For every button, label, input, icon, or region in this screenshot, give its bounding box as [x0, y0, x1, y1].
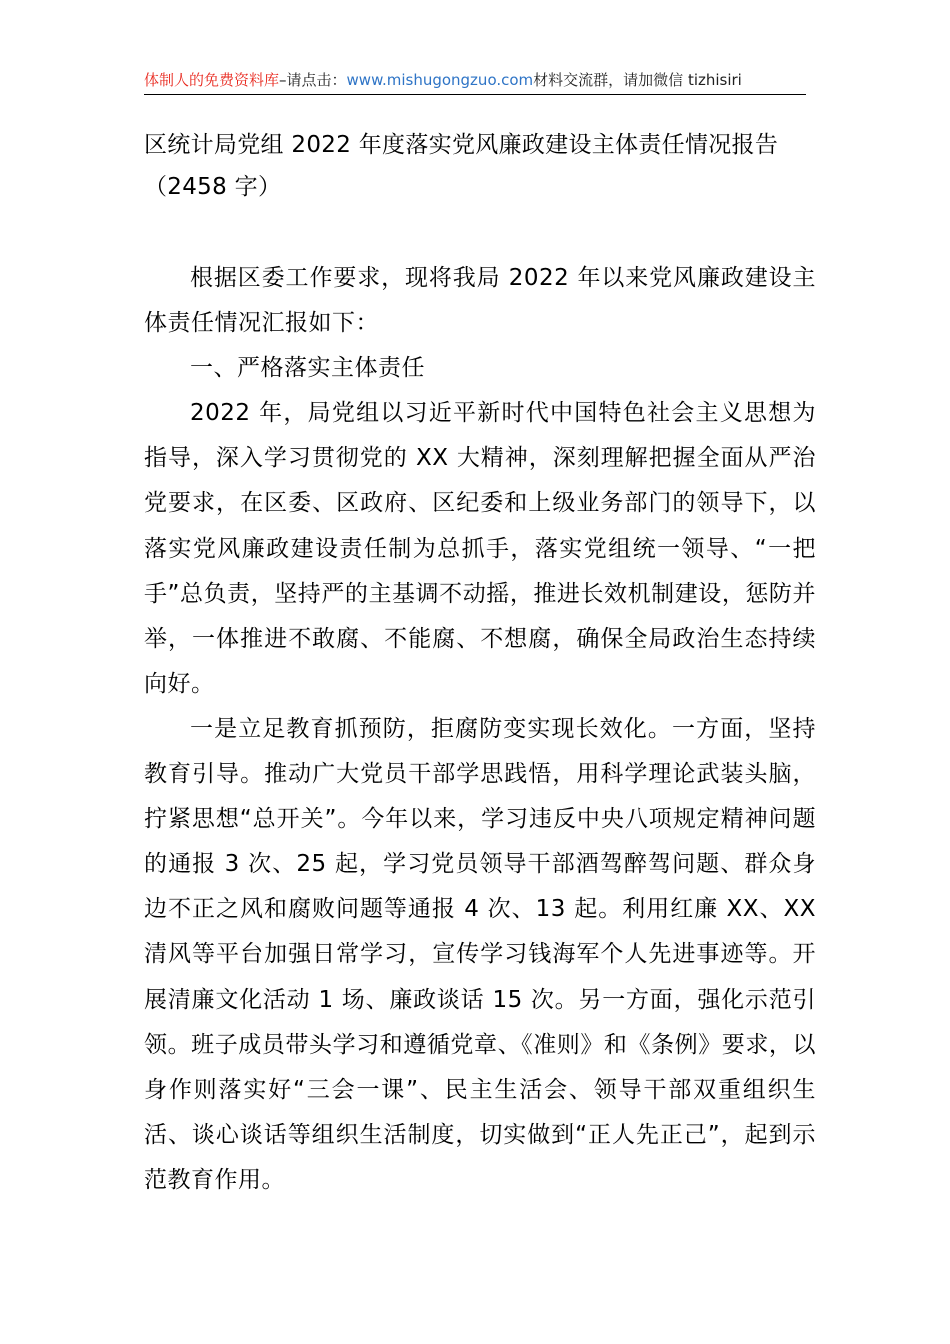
header-note: 材料交流群，请加微信 tizhisiri: [533, 71, 742, 89]
section-heading: 一、严格落实主体责任: [190, 355, 425, 382]
title-line-1: 区统计局党组 2022 年度落实党风廉政建设主体责任情况报告: [144, 132, 779, 158]
body-paragraph-1: 2022 年，局党组以习近平新时代中国特色社会主义思想为指导，深入学习贯彻党的 XX 大精神，深刻理解把握全面从严治党要求，在区委、区政府、区纪委和上级业务部门的领导下，以落实党风廉政建设责任制为总抓手，落实党组统一领导、“一把手”总负责，坚持严的主基调不动摇，推进长效机制建设，惩防并举，一体推进不敢腐、不能腐、不想腐，确保全局政治生态持续向好。: [144, 400, 816, 697]
intro-paragraph: 根据区委工作要求，现将我局 2022 年以来党风廉政建设主体责任情况汇报如下：: [144, 265, 816, 337]
body-paragraph-2: 一是立足教育抓预防，拒腐防变实现长效化。一方面，坚持教育引导。推动广大党员干部学思践悟，用科学理论武装头脑，拧紧思想“总开关”。今年以来，学习违反中央八项规定精神问题的通报 3 次、25 起，学习党员领导干部酒驾醉驾问题、群众身边不正之风和腐败问题等通报 4 次、13 起。利用红廉 XX、XX 清风等平台加强日常学习，宣传学习钱海军个人先进事迹等。开展清廉文化活动 1 场、廉政谈话 15 次。另一方面，强化示范引领。班子成员带头学习和遵循党章、《准则》和《条例》要求，以身作则落实好“三会一课”、民主生活会、领导干部双重组织生活、谈心谈话等组织生活制度，切实做到“正人先正己”，起到示范教育作用。: [144, 715, 816, 1193]
header-prompt: –请点击：: [279, 71, 347, 89]
header-url-link[interactable]: www.mishugongzuo.com: [346, 71, 534, 89]
header-site-name: 体制人的免费资料库: [144, 71, 280, 89]
title-line-2: （2458 字）: [144, 174, 282, 200]
document-body: [144, 256, 816, 1203]
document-title: [144, 124, 816, 208]
page-header: [144, 66, 806, 95]
